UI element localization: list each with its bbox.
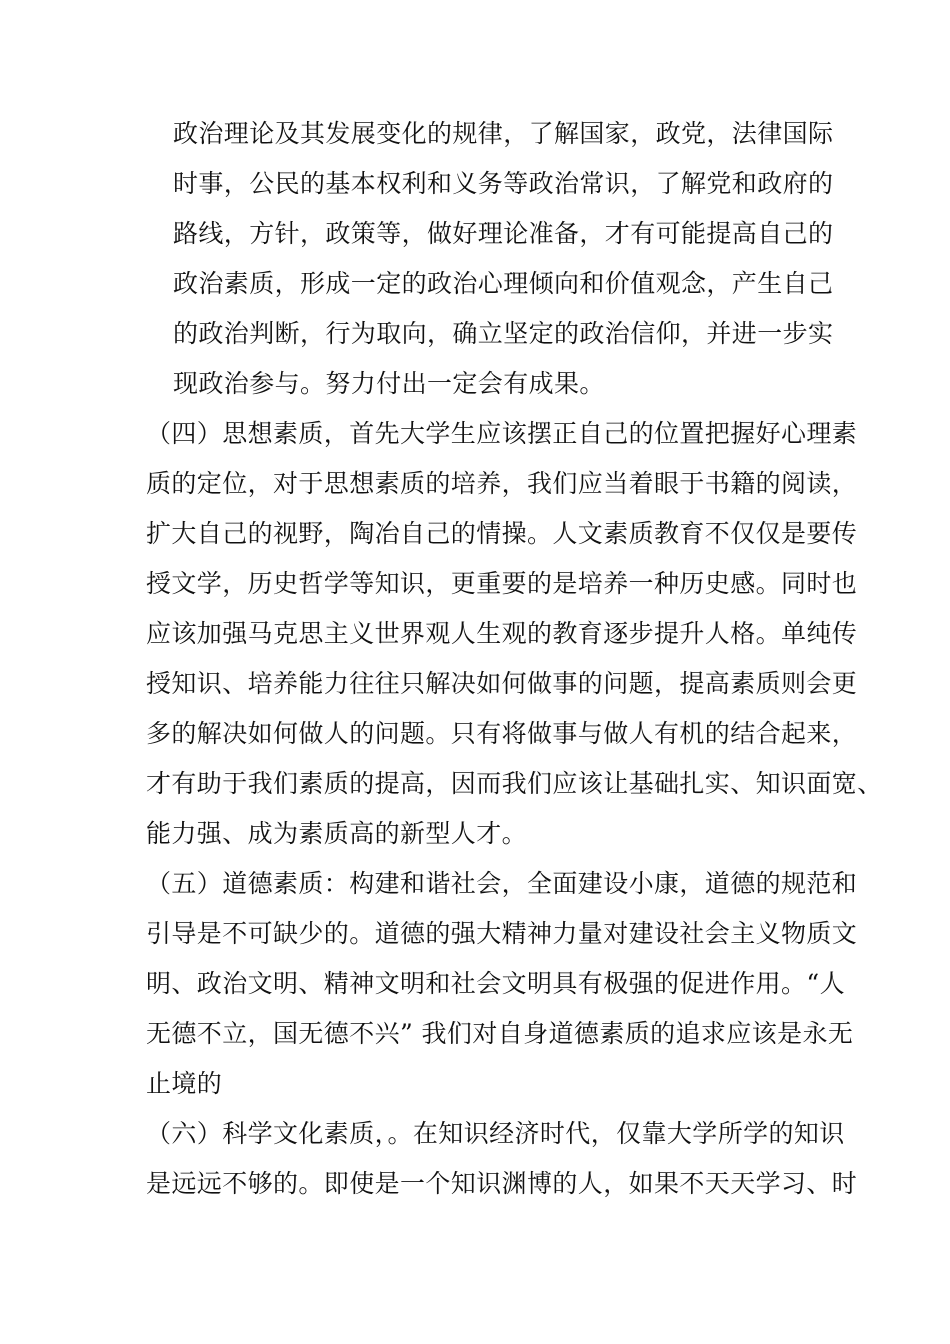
text-line: 多的解决如何做人的问题。只有将做事与做人有机的结合起来， <box>146 719 858 748</box>
text-line: 才有助于我们素质的提高，因而我们应该让基础扎实、知识面宽、 <box>146 769 883 798</box>
text-line: 的政治判断，行为取向，确立坚定的政治信仰，并进一步实 <box>173 319 834 348</box>
text-line: 引导是不可缺少的。道德的强大精神力量对建设社会主义物质文 <box>146 919 858 948</box>
text-line: 应该加强马克思主义世界观人生观的教育逐步提升人格。单纯传 <box>146 619 858 648</box>
section-four-heading-line: （四）思想素质，首先大学生应该摆正自己的位置把握好心理素 <box>146 419 858 448</box>
text-line: 现政治参与。努力付出一定会有成果。 <box>173 369 605 398</box>
text-line: 扩大自己的视野，陶冶自己的情操。人文素质教育不仅仅是要传 <box>146 519 858 548</box>
section-six-heading-line: （六）科学文化素质，。在知识经济时代，仅靠大学所学的知识 <box>146 1119 845 1148</box>
text-line: 政治理论及其发展变化的规律，了解国家，政党，法律国际 <box>173 119 834 148</box>
text-line: 政治素质，形成一定的政治心理倾向和价值观念，产生自己 <box>173 269 834 298</box>
text-line: 无德不立，国无德不兴” 我们对自身道德素质的追求应该是永无 <box>146 1019 854 1048</box>
text-line: 能力强、成为素质高的新型人才。 <box>146 819 528 848</box>
text-line: 路线，方针，政策等，做好理论准备，才有可能提高自己的 <box>173 219 834 248</box>
text-line: 时事，公民的基本权利和义务等政治常识，了解党和政府的 <box>173 169 834 198</box>
text-line: 授知识、培养能力往往只解决如何做事的问题，提高素质则会更 <box>146 669 858 698</box>
text-line: 止境的 <box>146 1069 223 1098</box>
text-line: 授文学，历史哲学等知识，更重要的是培养一种历史感。同时也 <box>146 569 858 598</box>
text-line: 是远远不够的。即使是一个知识渊博的人，如果不天天学习、时 <box>146 1169 858 1198</box>
text-line: 质的定位，对于思想素质的培养，我们应当着眼于书籍的阅读， <box>146 469 858 498</box>
text-line: 明、政治文明、精神文明和社会文明具有极强的促进作用。“人 <box>146 969 845 998</box>
section-five-heading-line: （五）道德素质：构建和谐社会，全面建设小康，道德的规范和 <box>146 869 858 898</box>
